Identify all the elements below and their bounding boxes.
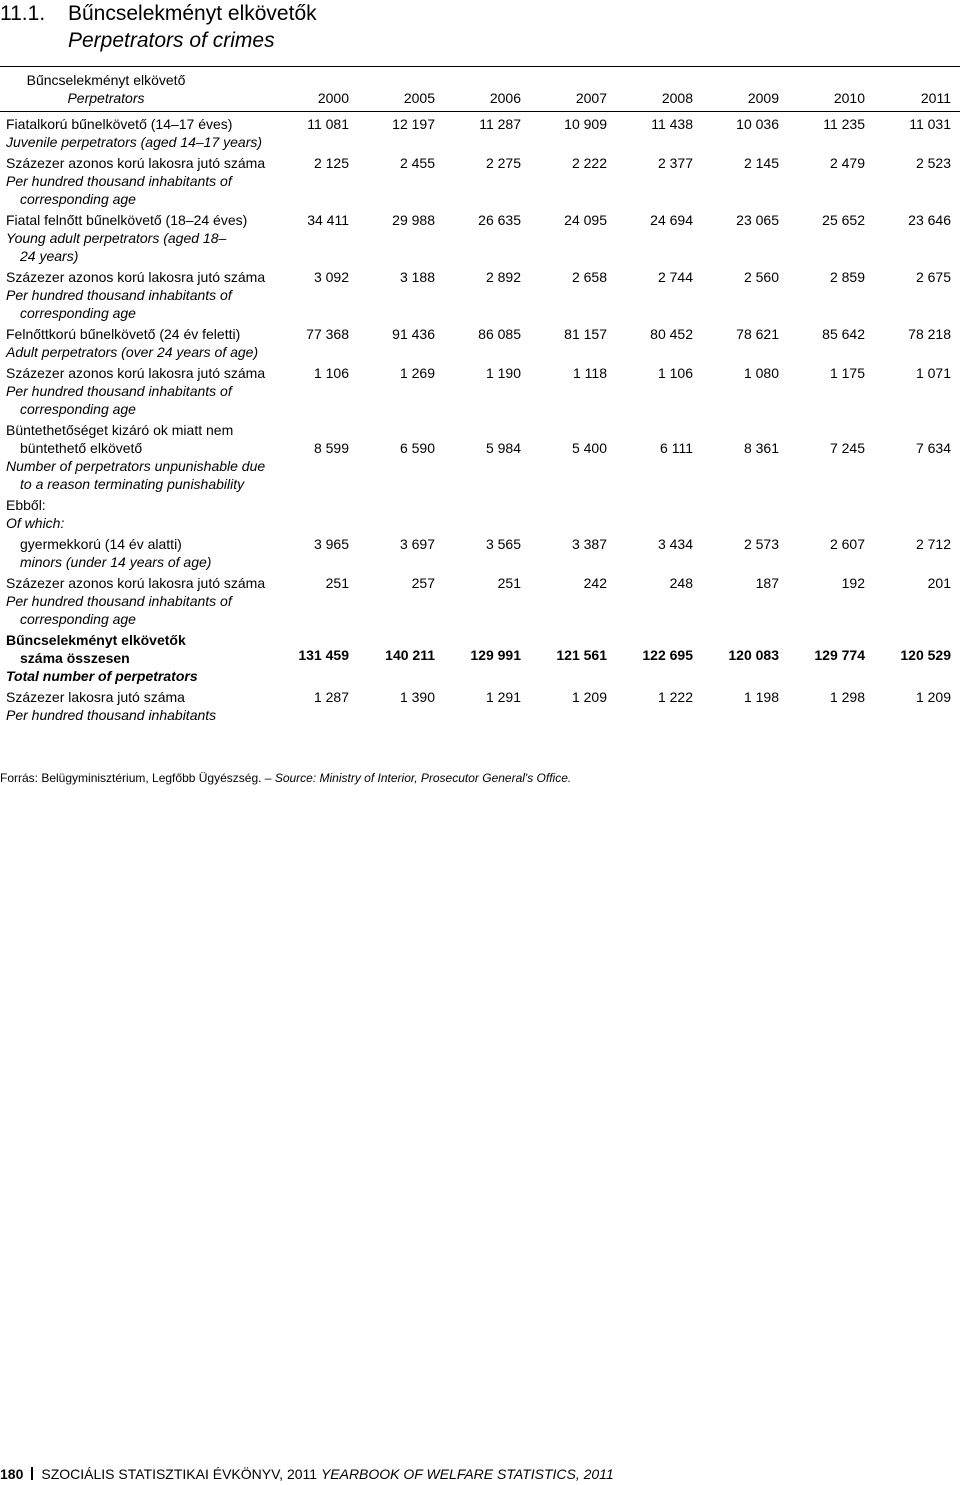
table-cell: 248 (669, 575, 693, 591)
row-label (0, 493, 272, 532)
row-label-hu: Büntethetőséget kizáró ok miatt nem büntethető elkövető (6, 422, 234, 456)
table-row (0, 112, 960, 152)
table-cell: 8 599 (313, 440, 349, 456)
table-cell: 12 197 (392, 116, 435, 132)
row-label-hu: Felnőttkorú bűnelkövető (24 év feletti) (6, 326, 241, 342)
row-label-hu: Százezer azonos korú lakosra jutó száma (6, 575, 266, 591)
table-cell: 86 085 (478, 326, 521, 342)
table-cell: 131 459 (298, 647, 349, 663)
table-cell: 2 859 (829, 269, 865, 285)
row-label-hu: Fiatalkorú bűnelkövető (14–17 éves) (6, 116, 233, 132)
table-cell: 91 436 (392, 326, 435, 342)
table-cell: 1 298 (829, 689, 865, 705)
row-label-en: Number of perpetrators unpunishable due to a reason terminating punishability (6, 458, 266, 492)
table-cell: 81 157 (564, 326, 607, 342)
table-cell: 3 434 (657, 536, 693, 552)
table-cell: 1 071 (915, 365, 951, 381)
row-label-en: Per hundred thousand inhabitants of corresponding age (6, 173, 232, 207)
footer-title-hu: SZOCIÁLIS STATISZTIKAI ÉVKÖNYV, 2011 (41, 1466, 318, 1482)
year-header: 2011 (874, 67, 960, 112)
table-cell: 23 065 (736, 212, 779, 228)
table-cell: 10 909 (564, 116, 607, 132)
year-header: 2008 (616, 67, 702, 112)
row-label-en: Per hundred thousand inhabitants of corresponding age (6, 287, 232, 321)
table-cell: 2 145 (743, 155, 779, 171)
table-cell: 1 118 (573, 365, 607, 381)
table-cell: 3 697 (399, 536, 435, 552)
table-cell: 3 387 (571, 536, 607, 552)
table-cell: 257 (411, 575, 435, 591)
table-cell: 78 218 (908, 326, 951, 342)
table-cell: 2 275 (485, 155, 521, 171)
table-cell: 80 452 (650, 326, 693, 342)
table-cell: 2 377 (657, 155, 693, 171)
table-cell: 34 411 (307, 212, 349, 228)
table-row (0, 208, 960, 265)
table-cell: 2 479 (829, 155, 865, 171)
title-hungarian: Bűncselekményt elkövetők (68, 2, 317, 25)
table-cell: 2 523 (915, 155, 951, 171)
table-cell: 6 111 (660, 440, 693, 456)
table-cell: 11 031 (909, 116, 951, 132)
table-cell: 192 (841, 575, 865, 591)
row-label (0, 361, 272, 418)
table-row (0, 571, 960, 628)
table-cell: 5 400 (571, 440, 607, 456)
row-label-en: Per hundred thousand inhabitants of corresponding age (6, 383, 232, 417)
table-cell: 1 209 (571, 689, 607, 705)
table-cell: 2 222 (571, 155, 607, 171)
table-cell: 1 209 (915, 689, 951, 705)
table-cell: 2 560 (743, 269, 779, 285)
row-label-hu: Bűncselekményt elkövetők száma összesen (6, 632, 186, 666)
table-cell: 2 712 (915, 536, 951, 552)
table-cell: 26 635 (478, 212, 521, 228)
table-row (0, 418, 960, 493)
table-cell: 24 694 (650, 212, 693, 228)
table-cell: 187 (755, 575, 779, 591)
header-label-en: Perpetrators (67, 90, 145, 106)
title-english: Perpetrators of crimes (68, 29, 275, 52)
table-cell: 201 (927, 575, 951, 591)
table-cell: 7 634 (915, 440, 951, 456)
table-row (0, 685, 960, 724)
row-label (0, 628, 272, 685)
table-cell: 129 774 (814, 647, 865, 663)
year-header: 2006 (444, 67, 530, 112)
table-cell: 120 529 (900, 647, 951, 663)
row-label-hu: gyermekkorú (14 év alatti) (20, 536, 182, 552)
table-row (0, 151, 960, 208)
row-label-hu: Százezer azonos korú lakosra jutó száma (6, 155, 266, 171)
row-label (0, 151, 272, 208)
row-label-en: minors (under 14 years of age) (20, 554, 212, 570)
table-cell: 24 095 (564, 212, 607, 228)
table-row-total (0, 628, 960, 685)
table-cell: 29 988 (392, 212, 435, 228)
table-cell: 140 211 (385, 647, 435, 663)
table-cell: 7 245 (829, 440, 865, 456)
table-cell: 77 368 (306, 326, 349, 342)
table-cell: 11 081 (307, 116, 349, 132)
table-cell: 11 287 (479, 116, 521, 132)
header-label-cell (0, 67, 272, 112)
table-cell: 1 269 (399, 365, 435, 381)
table-cell: 1 190 (485, 365, 521, 381)
page-footer (0, 1466, 614, 1482)
table-cell: 8 361 (743, 440, 779, 456)
table-row (0, 322, 960, 361)
row-label (0, 265, 272, 322)
year-header: 2010 (788, 67, 874, 112)
table-cell: 1 175 (829, 365, 865, 381)
table-cell: 2 744 (657, 269, 693, 285)
row-label-hu: Fiatal felnőtt bűnelkövető (18–24 éves) (6, 212, 248, 228)
page-number: 180 (0, 1466, 24, 1482)
year-header: 2009 (702, 67, 788, 112)
table-cell: 1 106 (657, 365, 693, 381)
row-label (0, 208, 272, 265)
year-header: 2007 (530, 67, 616, 112)
table-cell: 3 188 (399, 269, 435, 285)
table-cell: 129 991 (470, 647, 521, 663)
table-cell: 10 036 (736, 116, 779, 132)
source-note (0, 771, 571, 785)
table-cell: 11 235 (823, 116, 865, 132)
table-cell: 2 455 (399, 155, 435, 171)
footer-title-en: YEARBOOK OF WELFARE STATISTICS, 2011 (320, 1466, 614, 1482)
table-cell: 25 652 (822, 212, 865, 228)
table-cell: 3 092 (313, 269, 349, 285)
row-label-hu: Százezer lakosra jutó száma (6, 689, 185, 705)
table-cell: 251 (497, 575, 521, 591)
perpetrators-table (0, 66, 960, 724)
row-label (0, 418, 272, 493)
row-label (0, 322, 272, 361)
row-label-en: Adult perpetrators (over 24 years of age) (6, 344, 259, 360)
table-cell: 1 106 (313, 365, 349, 381)
table-cell: 1 222 (657, 689, 693, 705)
row-label-en: Per hundred thousand inhabitants (6, 707, 217, 723)
table-cell: 2 607 (829, 536, 865, 552)
row-label-hu: Ebből: (6, 497, 46, 513)
table-cell: 3 965 (313, 536, 349, 552)
row-label-en: Of which: (6, 515, 65, 531)
table-cell: 2 573 (743, 536, 779, 552)
table-row (0, 493, 960, 532)
table-cell: 1 080 (743, 365, 779, 381)
source-en: Source: Ministry of Interior, Prosecutor General's Office. (274, 771, 572, 785)
table-row (0, 532, 960, 571)
header-label-hu: Bűncselekményt elkövető (26, 72, 186, 88)
table-cell: 1 390 (399, 689, 435, 705)
row-label (0, 685, 272, 724)
table-cell: 122 695 (642, 647, 693, 663)
table-cell: 3 565 (485, 536, 521, 552)
footer-divider (31, 1467, 33, 1480)
table-cell: 2 892 (485, 269, 521, 285)
row-label (0, 112, 272, 152)
table-cell: 1 198 (743, 689, 779, 705)
row-label-hu: Százezer azonos korú lakosra jutó száma (6, 365, 266, 381)
source-dash: – (264, 771, 272, 785)
source-hu: Forrás: Belügyminisztérium, Legfőbb Ügyészség. (0, 771, 262, 785)
table-cell: 11 438 (651, 116, 693, 132)
row-label-en: Total number of perpetrators (6, 668, 198, 684)
table-cell: 23 646 (908, 212, 951, 228)
table-cell: 85 642 (822, 326, 865, 342)
row-label-en: Per hundred thousand inhabitants of corresponding age (6, 593, 232, 627)
table-row (0, 265, 960, 322)
row-label (0, 532, 272, 571)
row-label-en: Juvenile perpetrators (aged 14–17 years) (6, 134, 263, 150)
table-cell: 1 291 (485, 689, 521, 705)
table-cell: 6 590 (399, 440, 435, 456)
table-cell: 1 287 (313, 689, 349, 705)
table-cell: 2 658 (571, 269, 607, 285)
table-cell: 78 621 (736, 326, 779, 342)
table-cell: 120 083 (728, 647, 779, 663)
table-number: 11.1. (0, 2, 46, 25)
row-label-hu: Százezer azonos korú lakosra jutó száma (6, 269, 266, 285)
table-cell: 242 (583, 575, 607, 591)
row-label-en: Young adult perpetrators (aged 18–24 years) (6, 230, 227, 264)
table-cell: 2 675 (915, 269, 951, 285)
year-header: 2000 (272, 67, 358, 112)
table-cell: 2 125 (313, 155, 349, 171)
table-header-row (0, 67, 960, 112)
table-row (0, 361, 960, 418)
table-cell: 5 984 (485, 440, 521, 456)
row-label (0, 571, 272, 628)
year-header: 2005 (358, 67, 444, 112)
table-cell: 121 561 (556, 647, 607, 663)
table-cell: 251 (325, 575, 349, 591)
